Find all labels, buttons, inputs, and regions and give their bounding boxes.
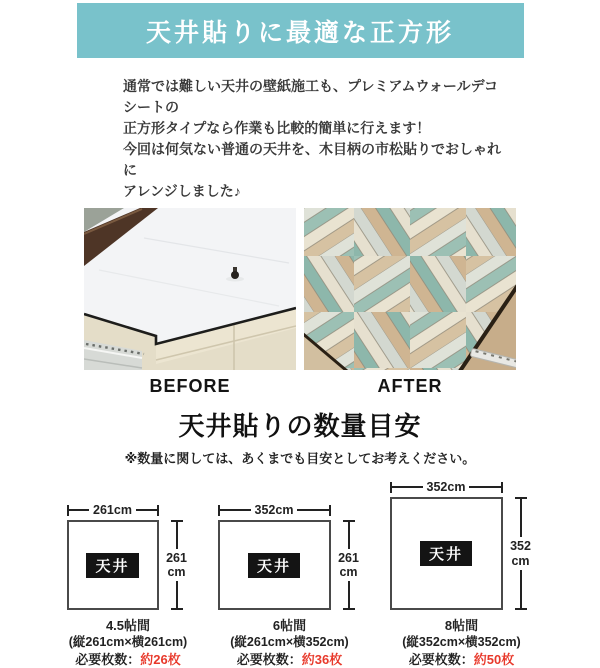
required-sheets-value: 約26枚 [140, 651, 181, 667]
height-unit: cm [511, 553, 530, 568]
required-sheets-label: 必要枚数： [236, 651, 302, 667]
required-sheets [390, 651, 534, 668]
dimension-line [176, 522, 178, 549]
before-after-comparison [0, 208, 600, 397]
room-size-label: 8帖間 [444, 618, 479, 633]
ceiling-chip: 天井 [420, 541, 472, 566]
required-sheets-label: 必要枚数： [408, 651, 474, 667]
dimension-line [297, 509, 328, 511]
dimension-tick [501, 482, 503, 493]
room-size-label: 6帖間 [272, 618, 307, 633]
room-dimensions-label: (縦352cm×横352cm) [402, 635, 521, 650]
height-unit: cm [167, 565, 186, 579]
dimension-line [520, 499, 522, 537]
banner-title: 天井貼りに最適な正方形 [145, 18, 454, 47]
diagram-caption [390, 617, 534, 668]
room-size-label: 4.5帖間 [105, 618, 151, 633]
ceiling-chip: 天井 [248, 553, 300, 578]
width-dimension-label: 352cm [426, 480, 466, 494]
height-value: 352 [510, 539, 531, 554]
required-sheets-value: 約36枚 [301, 651, 343, 667]
ceiling-chip: 天井 [86, 553, 138, 578]
dimension-line [136, 509, 157, 511]
dimension-line [348, 581, 350, 608]
dimension-line [469, 486, 500, 488]
quantity-diagrams [0, 481, 600, 668]
dimension-line [520, 570, 522, 608]
diagram-caption [67, 617, 190, 668]
intro-line: 今回は何気ない普通の天井を、木目柄の市松貼りでおしゃれに [123, 141, 501, 178]
after-ceiling-photo [304, 208, 516, 370]
dimension-line [392, 486, 423, 488]
header-banner [77, 3, 524, 58]
before-photo-figure [84, 208, 296, 397]
height-dimension [336, 520, 362, 610]
height-value: 261 [338, 550, 359, 565]
intro-paragraph [123, 76, 503, 202]
room-outline [218, 520, 331, 610]
intro-line: 通常では難しい天井の壁紙施工も、プレミアムウォールデコシートの [123, 78, 499, 115]
dimension-line [69, 509, 90, 511]
dimension-line [348, 522, 350, 549]
width-dimension [390, 481, 503, 493]
width-dimension-label: 261cm [93, 503, 132, 517]
room-dimensions-label: (縦261cm×横352cm) [230, 635, 349, 650]
height-unit: cm [339, 565, 358, 579]
height-dimension [508, 497, 534, 610]
width-dimension [67, 504, 159, 516]
dimension-cap [343, 608, 355, 610]
guide-note: ※数量に関しては、あくまでも目安としてお考えください。 [124, 451, 476, 466]
height-dimension [164, 520, 190, 610]
intro-line: 正方形タイプなら作業も比較的簡単に行えます！ [123, 120, 431, 136]
after-photo-figure [304, 208, 516, 397]
width-dimension [218, 504, 331, 516]
ceiling-light-mount [231, 271, 239, 279]
dimension-tick [157, 505, 159, 516]
required-sheets [67, 651, 190, 668]
diagram-4-5-tatami [67, 504, 190, 668]
dimension-cap [171, 608, 183, 610]
diagram-6-tatami [218, 504, 362, 668]
room-outline [67, 520, 159, 610]
room-outline [390, 497, 503, 610]
height-value: 261 [166, 550, 187, 565]
room-dimensions-label: (縦261cm×横261cm) [68, 635, 188, 650]
required-sheets-label: 必要枚数： [75, 651, 141, 667]
height-dimension-label [338, 549, 359, 582]
height-dimension-label [510, 537, 531, 570]
intro-line: アレンジしました♪ [123, 183, 241, 199]
width-dimension-label: 352cm [254, 503, 294, 517]
height-dimension-label [166, 549, 187, 582]
after-label: AFTER [377, 376, 443, 396]
diagram-caption [218, 617, 362, 668]
guide-title: 天井貼りの数量目安 [178, 411, 422, 441]
required-sheets [218, 651, 362, 668]
dimension-cap [515, 608, 527, 610]
required-sheets-value: 約50枚 [473, 651, 515, 667]
before-ceiling-photo [84, 208, 296, 370]
dimension-tick [329, 505, 331, 516]
before-label: BEFORE [149, 376, 231, 396]
dimension-line [220, 509, 251, 511]
diagram-8-tatami [390, 481, 534, 668]
dimension-line [176, 581, 178, 608]
